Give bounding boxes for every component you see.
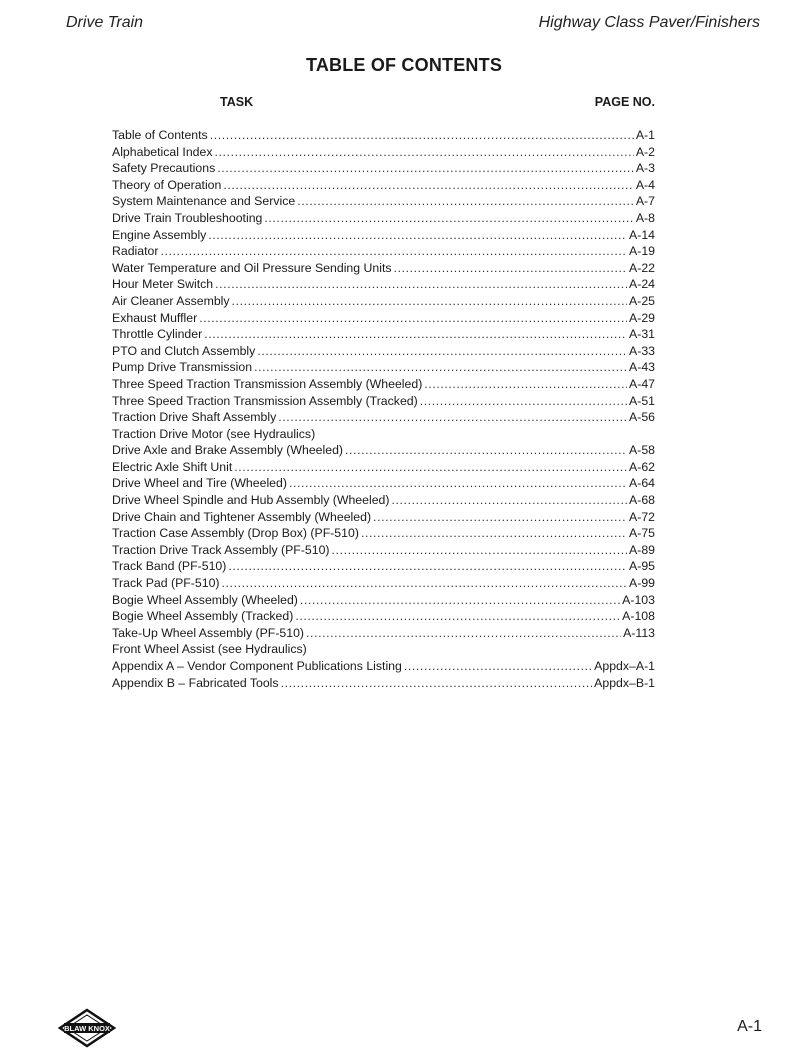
- dot-leader: [332, 542, 627, 559]
- dot-leader: [278, 409, 627, 426]
- toc-entry-label: Bogie Wheel Assembly (Wheeled): [112, 592, 298, 607]
- toc-entry-page: A-3: [635, 161, 655, 176]
- toc-entry-label: Traction Drive Motor (see Hydraulics): [112, 426, 316, 441]
- dot-leader: [199, 310, 627, 327]
- toc-entry-page: Appdx–A-1: [594, 659, 655, 673]
- toc-entry-page: A-47: [629, 376, 655, 391]
- toc-entry: [112, 127, 655, 144]
- toc-entry: [112, 509, 655, 526]
- dot-leader: [217, 160, 634, 177]
- toc-entry: [112, 442, 655, 459]
- toc-entry-label: Exhaust Muffler: [112, 310, 198, 325]
- toc-entry: [112, 293, 655, 310]
- toc-entry-page: A-56: [629, 410, 655, 425]
- column-header-page: PAGE NO.: [594, 95, 655, 109]
- toc-entry: [112, 210, 655, 227]
- toc-entry: [112, 426, 655, 443]
- dot-leader: [297, 193, 634, 210]
- toc-entry-label: Traction Drive Shaft Assembly: [112, 410, 277, 425]
- toc-entry-page: A-68: [629, 493, 655, 508]
- toc-entry: [112, 276, 655, 293]
- toc-list: [112, 127, 655, 691]
- toc-entry-label: Air Cleaner Assembly: [112, 293, 230, 308]
- toc-entry-label: Alphabetical Index: [112, 144, 213, 159]
- dot-leader: [223, 177, 633, 194]
- dot-leader: [215, 276, 627, 293]
- toc-entry: [112, 475, 655, 492]
- toc-entry: [112, 376, 655, 393]
- toc-entry: [112, 575, 655, 592]
- toc-entry-label: Bogie Wheel Assembly (Tracked): [112, 609, 294, 624]
- running-header-section: Drive Train: [66, 14, 144, 31]
- toc-entry-label: Table of Contents: [112, 128, 208, 142]
- toc-entry-label: Traction Drive Track Assembly (PF-510): [112, 542, 330, 557]
- toc-entry-label: Take-Up Wheel Assembly (PF-510): [112, 625, 305, 640]
- dot-leader: [232, 293, 627, 310]
- logo-text: BLAW KNOX: [64, 1024, 110, 1033]
- toc-entry-page: A-29: [629, 310, 655, 325]
- toc-entry-label: Throttle Cylinder: [112, 327, 203, 342]
- toc-entry-page: A-33: [629, 343, 655, 358]
- dot-leader: [306, 625, 621, 642]
- toc-entry: [112, 227, 655, 244]
- toc-entry-label: Drive Wheel and Tire (Wheeled): [112, 476, 287, 491]
- dot-leader: [254, 359, 627, 376]
- toc-entry: [112, 525, 655, 542]
- toc-entry: [112, 310, 655, 327]
- toc-entry-label: Electric Axle Shift Unit: [112, 459, 233, 474]
- toc-entry-page: A-64: [629, 476, 655, 491]
- column-header-task: TASK: [220, 95, 254, 109]
- toc-entry-label: Drive Axle and Brake Assembly (Wheeled): [112, 443, 344, 458]
- toc-entry: [112, 359, 655, 376]
- toc-entry-label: Three Speed Traction Transmission Assembly (Wheeled): [112, 376, 423, 391]
- blaw-knox-logo: [56, 1008, 118, 1048]
- toc-entry-page: A-95: [629, 559, 655, 574]
- toc-entry: [112, 177, 655, 194]
- toc-entry-label: Front Wheel Assist (see Hydraulics): [112, 642, 307, 657]
- toc-entry: [112, 393, 655, 410]
- toc-entry: [112, 558, 655, 575]
- toc-entry-page: A-14: [629, 227, 655, 242]
- toc-entry-page: A-22: [629, 260, 655, 275]
- toc-entry-page: A-58: [629, 443, 655, 458]
- dot-leader: [264, 210, 633, 227]
- toc-entry-page: A-1: [635, 128, 655, 142]
- toc-entry: [112, 409, 655, 426]
- toc-entry-label: Track Pad (PF-510): [112, 576, 220, 591]
- dot-leader: [420, 393, 627, 410]
- toc-entry-page: A-7: [635, 194, 655, 209]
- page-title: TABLE OF CONTENTS: [305, 55, 503, 75]
- toc-entry: [112, 542, 655, 559]
- dot-leader: [424, 376, 627, 393]
- page-number: A-1: [737, 1018, 762, 1035]
- dot-leader: [234, 459, 627, 476]
- toc-entry-page: A-113: [623, 625, 655, 640]
- toc-entry-label: Three Speed Traction Transmission Assembly (Tracked): [112, 393, 418, 408]
- toc-entry: [112, 459, 655, 476]
- toc-entry: [112, 641, 655, 658]
- toc-entry-page: A-103: [622, 592, 655, 607]
- toc-entry: [112, 492, 655, 509]
- toc-entry-page: A-31: [629, 327, 655, 342]
- toc-entry-page: A-72: [629, 509, 655, 524]
- toc-entry-page: A-4: [635, 177, 655, 192]
- dot-leader: [281, 675, 593, 692]
- toc-entry: [112, 608, 655, 625]
- dot-leader: [210, 127, 634, 144]
- dot-leader: [295, 608, 620, 625]
- toc-entry-page: A-89: [629, 542, 655, 557]
- toc-entry-label: Theory of Operation: [112, 177, 222, 192]
- dot-leader: [404, 658, 592, 675]
- toc-entry: [112, 144, 655, 161]
- dot-leader: [222, 575, 628, 592]
- toc-entry-label: PTO and Clutch Assembly: [112, 343, 256, 358]
- toc-entry-page: A-24: [629, 277, 655, 292]
- running-header-title: Highway Class Paver/Finishers: [538, 14, 760, 31]
- toc-entry: [112, 260, 655, 277]
- toc-entry: [112, 160, 655, 177]
- toc-entry-page: A-75: [629, 526, 655, 541]
- dot-leader: [289, 475, 627, 492]
- toc-entry: [112, 193, 655, 210]
- toc-entry-label: Track Band (PF-510): [112, 559, 227, 574]
- toc-entry: [112, 658, 655, 675]
- toc-entry-label: Appendix A – Vendor Component Publications Listing: [112, 659, 402, 673]
- toc-entry: [112, 243, 655, 260]
- toc-entry-label: Hour Meter Switch: [112, 277, 214, 292]
- dot-leader: [373, 509, 627, 526]
- dot-leader: [257, 343, 627, 360]
- dot-leader: [160, 243, 627, 260]
- toc-entry-label: Traction Case Assembly (Drop Box) (PF-510): [112, 526, 359, 541]
- toc-entry-label: Engine Assembly: [112, 227, 207, 242]
- toc-entry: [112, 343, 655, 360]
- dot-leader: [215, 144, 634, 161]
- toc-entry-label: Drive Wheel Spindle and Hub Assembly (Wheeled): [112, 493, 390, 508]
- dot-leader: [300, 592, 620, 609]
- toc-entry-label: Drive Train Troubleshooting: [112, 210, 263, 225]
- toc-entry-page: A-108: [622, 609, 655, 624]
- toc-entry: [112, 326, 655, 343]
- toc-entry-page: A-8: [635, 210, 655, 225]
- dot-leader: [361, 525, 627, 542]
- toc-entry-label: Safety Precautions: [112, 161, 216, 176]
- toc-entry-page: A-51: [629, 393, 655, 408]
- toc-entry-label: Drive Chain and Tightener Assembly (Wheeled): [112, 509, 372, 524]
- dot-leader: [228, 558, 627, 575]
- dot-leader: [394, 260, 627, 277]
- dot-leader: [392, 492, 628, 509]
- toc-entry: [112, 675, 655, 692]
- toc-entry-page: A-19: [629, 244, 655, 259]
- dot-leader: [345, 442, 627, 459]
- toc-entry-label: Water Temperature and Oil Pressure Sending Units: [112, 260, 392, 275]
- toc-entry-label: System Maintenance and Service: [112, 194, 296, 209]
- toc-entry-page: A-43: [629, 360, 655, 375]
- toc-entry-page: A-2: [635, 144, 655, 159]
- toc-entry-label: Radiator: [112, 244, 159, 259]
- toc-entry: [112, 625, 655, 642]
- toc-entry-page: Appdx–B-1: [594, 675, 655, 690]
- dot-leader: [204, 326, 627, 343]
- toc-entry-label: Appendix B – Fabricated Tools: [112, 675, 279, 690]
- toc-entry-page: A-62: [629, 459, 655, 474]
- toc-entry-label: Pump Drive Transmission: [112, 360, 253, 375]
- toc-entry-page: A-99: [629, 576, 655, 591]
- toc-entry: [112, 592, 655, 609]
- toc-entry-page: A-25: [629, 293, 655, 308]
- dot-leader: [208, 227, 627, 244]
